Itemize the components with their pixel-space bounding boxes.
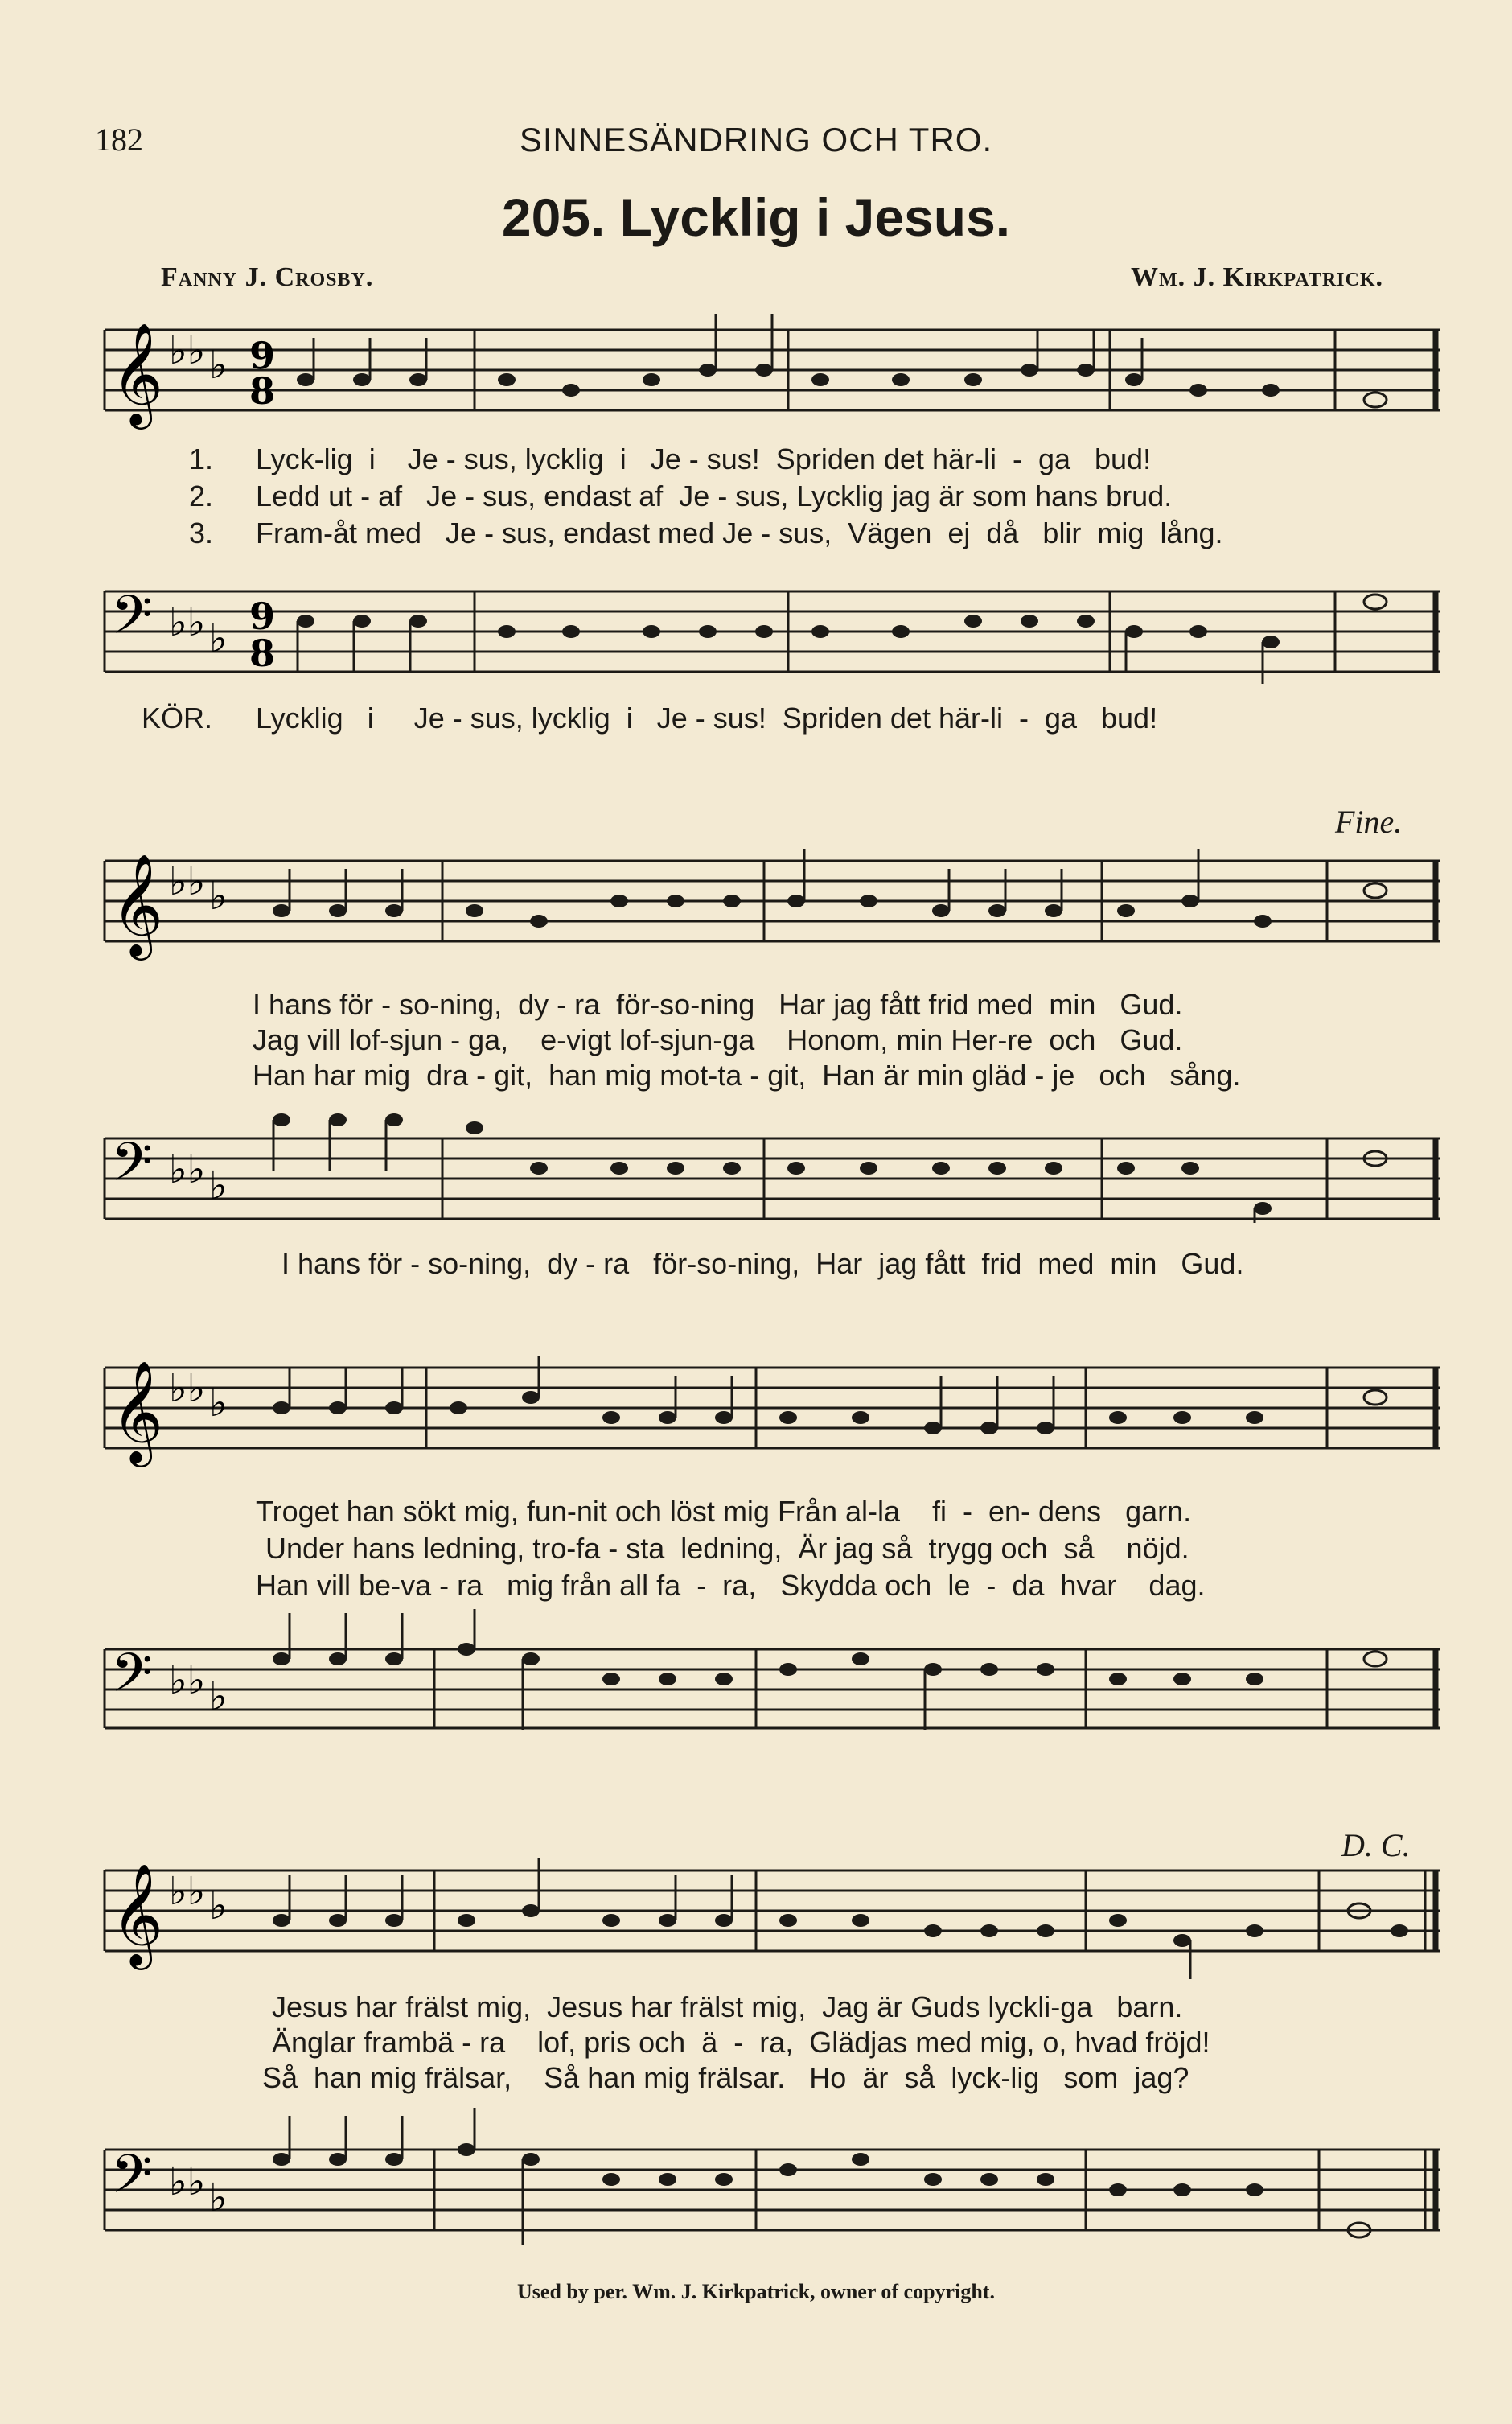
refrain-lyric-2: Jag vill lof-sjun - ga, e-vigt lof-sjun-ga Honom, min Her-re och Gud.	[253, 1023, 1183, 1056]
svg-text:9: 9	[249, 334, 276, 377]
svg-text:♭♭: ♭♭	[169, 2159, 206, 2204]
bass-staff-1	[88, 563, 1448, 692]
stanza4-lyric-3: Så han mig frälsar, Så han mig frälsar. Ho är så lyck-lig som jag?	[262, 2061, 1189, 2094]
svg-text:♭: ♭	[209, 1163, 228, 1208]
dc-marking: D. C.	[1341, 1827, 1411, 1863]
svg-text:♭♭: ♭♭	[169, 859, 206, 904]
svg-text:♭: ♭	[209, 1883, 228, 1928]
chorus-lyric: Lycklig i Je - sus, lycklig i Je - sus! Spriden det här-li - ga bud!	[256, 702, 1158, 735]
svg-text:𝄞: 𝄞	[111, 853, 164, 956]
svg-text:♭: ♭	[209, 1674, 228, 1719]
verse-number-3: 3.	[189, 516, 214, 549]
svg-text:8: 8	[249, 632, 276, 675]
svg-text:𝄞: 𝄞	[111, 1862, 164, 1965]
refrain-lyric-3: Han har mig dra - git, han mig mot-ta - git, Han är min gläd - je och sång.	[253, 1059, 1241, 1092]
stanza4-lyric-2: Änglar frambä - ra lof, pris och ä - ra, Glädjas med mig, o, hvad fröjd!	[272, 2026, 1210, 2059]
svg-text:♭: ♭	[209, 2175, 228, 2220]
svg-text:♭: ♭	[209, 343, 228, 388]
svg-text:♭♭: ♭♭	[169, 1366, 206, 1411]
treble-staff-4	[88, 1850, 1448, 1979]
section-title: SINNESÄNDRING OCH TRO.	[519, 121, 993, 158]
svg-text:𝄞: 𝄞	[111, 1360, 164, 1463]
svg-text:♭♭: ♭♭	[169, 1658, 206, 1703]
verse-number-1: 1.	[189, 442, 214, 475]
bass-staff-2	[88, 1094, 1448, 1223]
svg-text:9: 9	[249, 595, 276, 638]
svg-text:♭: ♭	[209, 874, 228, 919]
refrain-bass-lyric: I hans för - so-ning, dy - ra för-so-ning, Har jag fått frid med min Gud.	[281, 1247, 1244, 1280]
verse-1-lyric: Lyck-lig i Je - sus, lycklig i Je - sus! Spriden det här-li - ga bud!	[256, 442, 1152, 475]
svg-text:𝄢: 𝄢	[111, 584, 153, 659]
bass-staff-3	[88, 1601, 1448, 1730]
svg-text:♭: ♭	[209, 1381, 228, 1426]
hymn-title: 205. Lycklig i Jesus.	[501, 187, 1011, 247]
svg-text:♭♭: ♭♭	[169, 328, 206, 373]
svg-text:𝄢: 𝄢	[111, 1642, 153, 1717]
refrain-lyric-1: I hans för - so-ning, dy - ra för-so-ning Har jag fått frid med min Gud.	[253, 988, 1183, 1021]
stanza4-lyric-1: Jesus har frälst mig, Jesus har frälst mig, Jag är Guds lyckli-ga barn.	[272, 1990, 1183, 2023]
svg-text:♭♭: ♭♭	[169, 600, 206, 645]
fine-marking: Fine.	[1335, 804, 1403, 840]
chorus-label: KÖR.	[142, 702, 213, 735]
stanza3-lyric-1: Troget han sökt mig, fun-nit och löst mig Från al-la fi - en- dens garn.	[256, 1495, 1192, 1528]
svg-text:♭♭: ♭♭	[169, 1147, 206, 1192]
svg-text:𝄢: 𝄢	[111, 2143, 153, 2218]
verse-number-2: 2.	[189, 479, 214, 512]
stanza3-lyric-2: Under hans ledning, tro-fa - sta ledning, Är jag så trygg och så nöjd.	[265, 1532, 1189, 1565]
svg-text:♭♭: ♭♭	[169, 1869, 206, 1914]
svg-text:𝄢: 𝄢	[111, 1131, 153, 1206]
verse-2-lyric: Ledd ut - af Je - sus, endast af Je - sus, Lycklig jag är som hans brud.	[256, 479, 1173, 512]
composer-credit: Wm. J. Kirkpatrick.	[1130, 262, 1383, 292]
copyright-note: Used by per. Wm. J. Kirkpatrick, owner of copyright.	[517, 2280, 995, 2303]
page-number: 182	[95, 121, 143, 158]
bass-staff-4	[88, 2100, 1448, 2253]
treble-staff-2	[88, 845, 1448, 973]
svg-text:𝄞: 𝄞	[111, 322, 164, 425]
treble-staff-3	[88, 1352, 1448, 1480]
author-credit: Fanny J. Crosby.	[161, 262, 374, 292]
treble-staff-1	[88, 314, 1448, 442]
svg-text:♭: ♭	[209, 616, 228, 661]
svg-text:8: 8	[249, 369, 276, 413]
stanza3-lyric-3: Han vill be-va - ra mig från all fa - ra, Skydda och le - da hvar dag.	[256, 1569, 1206, 1602]
verse-3-lyric: Fram-åt med Je - sus, endast med Je - sus, Vägen ej då blir mig lång.	[256, 516, 1223, 549]
